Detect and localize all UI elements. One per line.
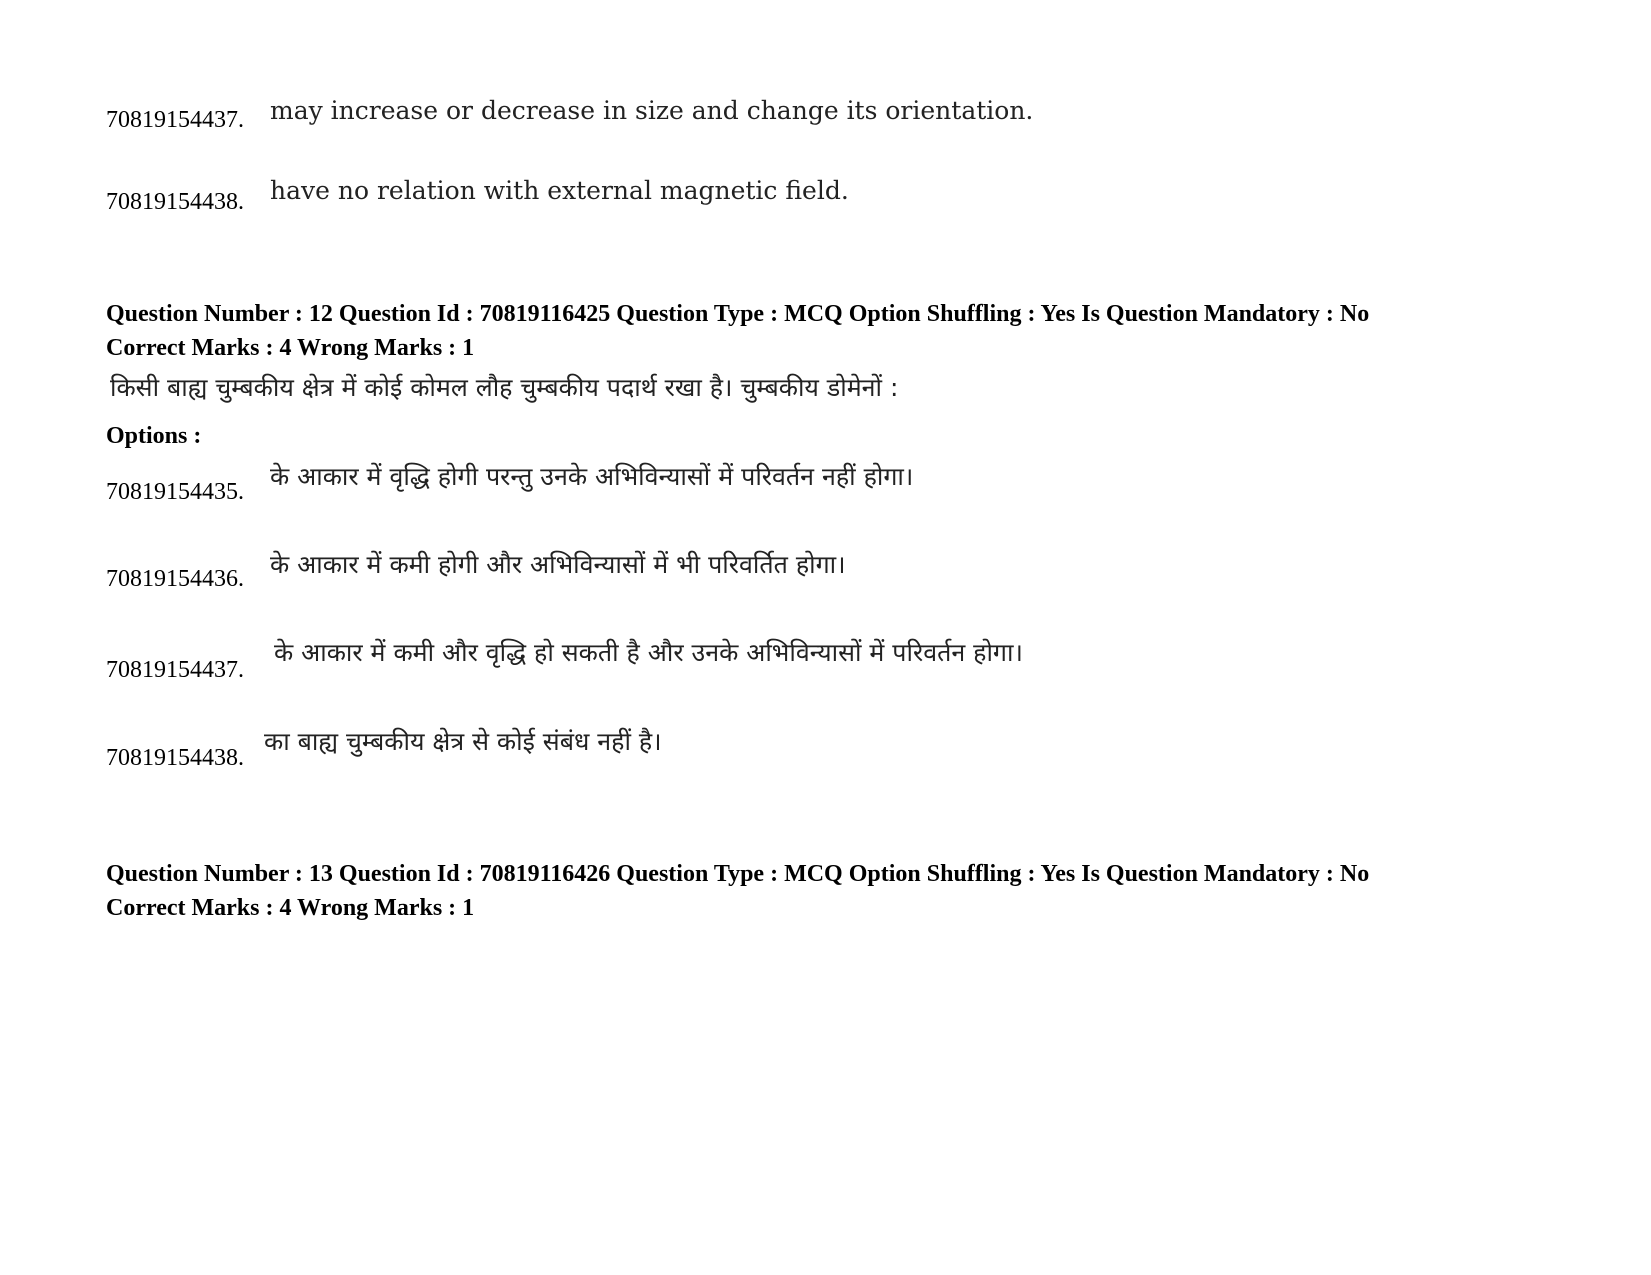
option-text: may increase or decrease in size and change its orientation. (270, 96, 1034, 125)
option-text: have no relation with external magnetic field. (270, 176, 849, 205)
option-text: का बाह्य चुम्बकीय क्षेत्र से कोई संबंध नहीं है। (264, 727, 662, 756)
option-id: 70819154437. (106, 657, 244, 683)
question-text: किसी बाह्य चुम्बकीय क्षेत्र में कोई कोमल लौह चुम्बकीय पदार्थ रखा है। चुम्बकीय डोमेनों : (110, 373, 899, 402)
options-label: Options : (106, 423, 202, 449)
question-header: Question Number : 13 Question Id : 70819116426 Question Type : MCQ Option Shuffling : Yes Is Question Mandatory : No (106, 861, 1370, 887)
option-id: 70819154438. (106, 189, 244, 215)
option-text: के आकार में कमी होगी और अभिविन्यासों में भी परिवर्तित होगा। (270, 550, 846, 579)
option-text: के आकार में कमी और वृद्धि हो सकती है और उनके अभिविन्यासों में परिवर्तन होगा। (274, 638, 1023, 667)
question-marks: Correct Marks : 4 Wrong Marks : 1 (106, 895, 475, 921)
option-id: 70819154437. (106, 107, 244, 133)
option-id: 70819154435. (106, 479, 244, 505)
question-marks: Correct Marks : 4 Wrong Marks : 1 (106, 335, 475, 361)
question-header: Question Number : 12 Question Id : 70819116425 Question Type : MCQ Option Shuffling : Yes Is Question Mandatory : No (106, 301, 1370, 327)
option-text: के आकार में वृद्धि होगी परन्तु उनके अभिविन्यासों में परिवर्तन नहीं होगा। (270, 462, 914, 491)
option-id: 70819154438. (106, 745, 244, 771)
option-id: 70819154436. (106, 566, 244, 592)
